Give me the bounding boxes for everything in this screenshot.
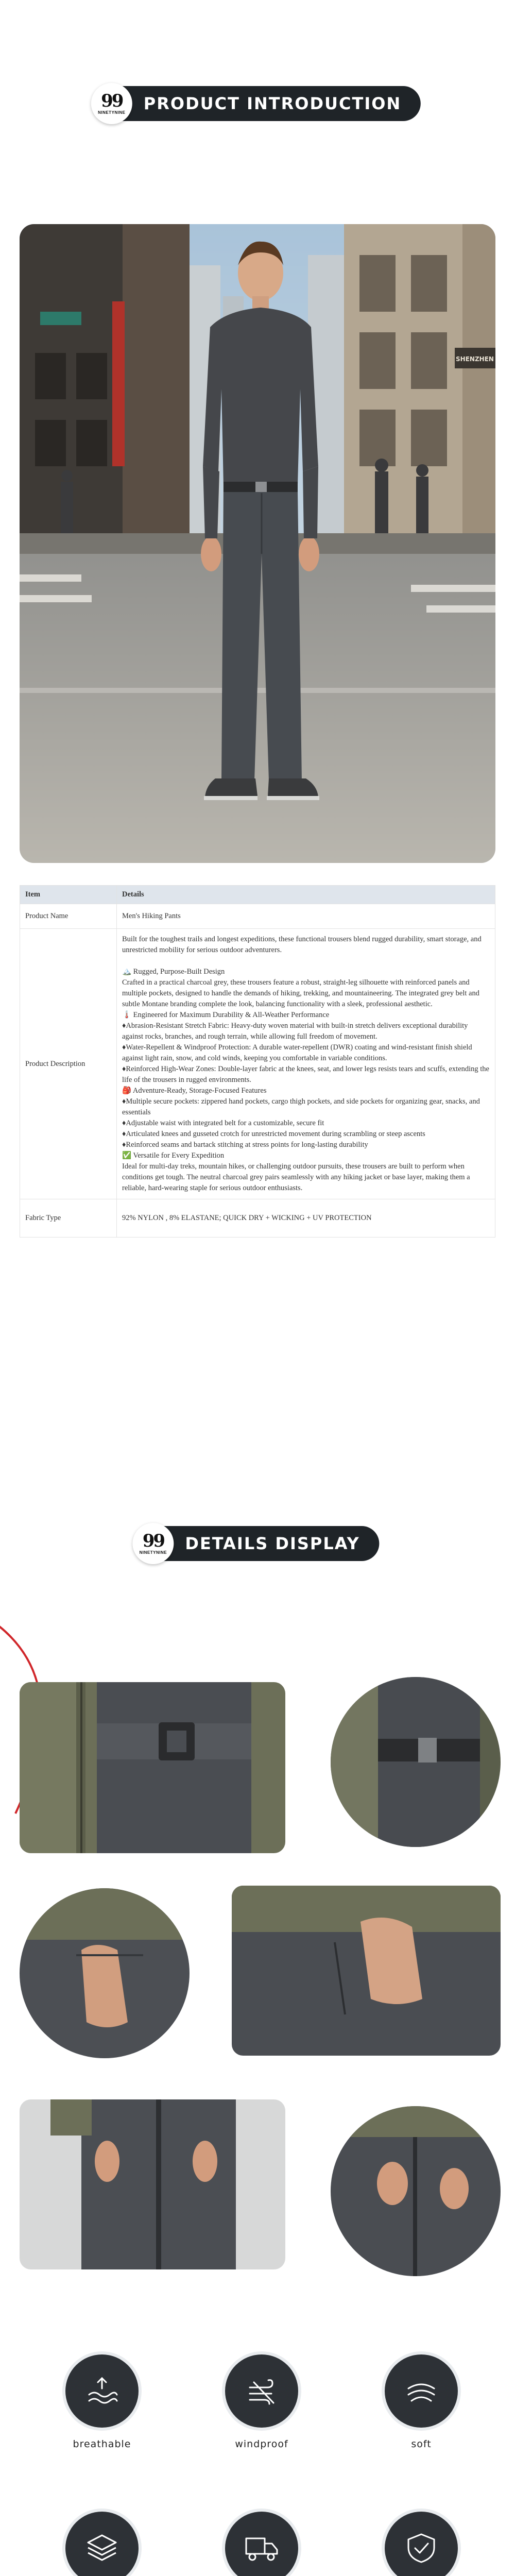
desc-heading-storage: 🎒 Adventure-Ready, Storage-Focused Features [122, 1087, 267, 1095]
feature-label: soft [411, 2438, 432, 2450]
feature-windproof [205, 2354, 318, 2450]
desc-pockets: ♦Multiple secure pockets: zippered hand pockets, cargo thigh pockets, and side pockets for organizing gear, snacks, and essentials [122, 1097, 480, 1116]
detail-photo-zip-pocket [232, 1886, 501, 2056]
desc-heading-versatile: ✅ Versatile for Every Expedition [122, 1151, 225, 1160]
table-header-row [20, 886, 495, 904]
fabric-value: 92% NYLON , 8% ELASTANE; QUICK DRY + WICKING + UV PROTECTION [117, 1199, 495, 1238]
product-name-key: Product Name [20, 904, 117, 929]
layers-icon [65, 2512, 139, 2576]
hero-model-photo [20, 224, 495, 863]
section-title: DETAILS DISPLAY [135, 1526, 379, 1561]
section-banner-details [135, 1525, 379, 1562]
detail-photo-waist-circle [331, 1677, 501, 1847]
desc-design-text: Crafted in a practical charcoal grey, these trousers feature a robust, straight-leg silhouette with reinforced panels and multiple pockets, designed to handle the demands of hiking, trekking, and mountaineering. The integrated grey belt and subtle Montane branding complete the look, balancing functionality with a sleek, professional aesthetic. [122, 978, 479, 1008]
table-header-details: Details [117, 886, 495, 904]
desc-waist: ♦Adjustable waist with integrated belt for a customizable, secure fit [122, 1119, 324, 1127]
desc-seams: ♦Reinforced seams and bartack stitching at stress points for long-lasting durability [122, 1141, 368, 1149]
desc-water: ♦Water-Repellent & Windproof Protection: A durable water-repellent (DWR) coating and wind-resistant finish shield against light rain, snow, and cold winds, keeping you comfortable in variable conditions. [122, 1043, 472, 1062]
truck-icon [225, 2512, 298, 2576]
brand-logo-text: NINETYNINE [139, 1550, 167, 1555]
detail-photo-leg-circle [331, 2106, 501, 2276]
brand-logo [91, 83, 132, 124]
table-header-item: Item [20, 886, 117, 904]
feature-label: windproof [235, 2438, 288, 2450]
feature-quality-assurance [365, 2512, 478, 2576]
desc-abrasion: ♦Abrasion-Resistant Stretch Fabric: Heavy-duty woven material with built-in stretch delivers exceptional durability against rocks, branches, and rough terrain, while allowing full freedom of movement. [122, 1022, 468, 1041]
storefront-sign: SHENZHEN [456, 355, 494, 363]
feature-breathable [45, 2354, 159, 2450]
desc-heading-design: 🏔️ Rugged, Purpose-Built Design [122, 968, 225, 976]
desc-heading-performance: 🌡️ Engineered for Maximum Durability & All-Weather Performance [122, 1011, 330, 1019]
product-name-value: Men's Hiking Pants [117, 904, 495, 929]
wind-waves-icon [65, 2354, 139, 2428]
fabric-key: Fabric Type [20, 1199, 117, 1238]
brand-logo-number: 99 [101, 91, 123, 111]
brand-logo-number: 99 [142, 1531, 164, 1551]
desc-knees: ♦Articulated knees and gusseted crotch for unrestricted movement during scrambling or steep ascents [122, 1130, 425, 1138]
product-spec-table [20, 885, 495, 1238]
detail-photo-pocket-circle [20, 1888, 190, 2058]
description-key: Product Description [20, 929, 117, 1199]
table-row-fabric [20, 1199, 495, 1238]
table-row-description [20, 929, 495, 1199]
feature-spot-quick-delivery [205, 2512, 318, 2576]
feather-icon [385, 2354, 458, 2428]
section-banner-intro [94, 85, 421, 122]
brand-logo-text: NINETYNINE [98, 110, 126, 115]
detail-photo-leg-zip [20, 2099, 285, 2269]
brand-logo [132, 1523, 174, 1564]
feature-soft [365, 2354, 478, 2450]
table-row-product-name [20, 904, 495, 929]
feature-label: breathable [73, 2438, 131, 2450]
shield-check-icon [385, 2512, 458, 2576]
feature-thickened-material [45, 2512, 159, 2576]
detail-photo-waist-belt [20, 1682, 285, 1853]
wind-shield-icon [225, 2354, 298, 2428]
desc-reinforced: ♦Reinforced High-Wear Zones: Double-layer fabric at the knees, seat, and lower legs resists tears and scuffs, extending the life of the trousers in rugged environments. [122, 1065, 489, 1084]
desc-versatile-text: Ideal for multi-day treks, mountain hikes, or challenging outdoor pursuits, these trousers are built to perform when conditions get tough. The neutral charcoal grey pairs seamlessly with any hiking jacket or base layer, making them a reliable, hard-wearing staple for serious outdoor enthusiasts. [122, 1162, 470, 1192]
desc-intro: Built for the toughest trails and longest expeditions, these functional trousers blend rugged durability, smart storage, and unrestricted mobility for serious outdoor adventurers. [122, 935, 482, 954]
description-value [117, 929, 495, 1199]
section-title: PRODUCT INTRODUCTION [94, 86, 421, 121]
